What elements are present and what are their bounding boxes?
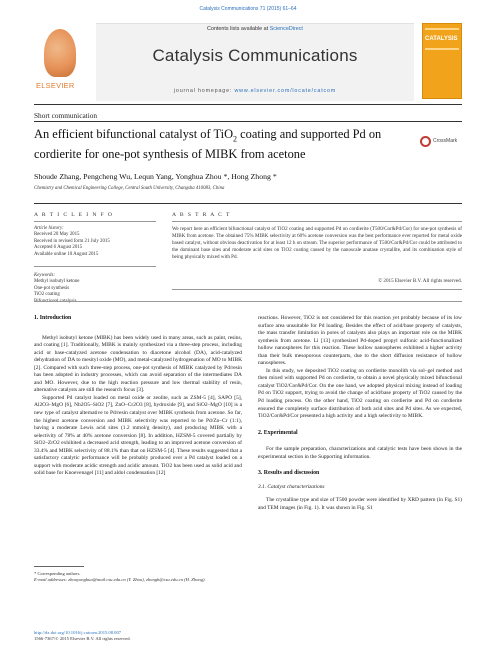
paragraph: For the sample preparation, characterizations and catalytic tests have been shown in the experimental section in the Supporting information.: [258, 446, 462, 460]
paragraph: reactions. However, TiO2 is not considered for this reaction yet probably because of its low surface area unsuitable for Pd loading. Besides the effect of acid/base property of catalysts, the mass transfer limitation in pores of catalysts also plays an important role on the MIBK synthesis from acetone. Li [13] synthesized Pd-doped propyl sulfonic acid-functionalized hollow nanospheres for this reaction. These hollow nanospheres exhibited a higher activity than their bulk mesoporous counterparts, due to the short diffusion resistance of hollow nanospheres.: [258, 315, 462, 367]
affiliation: Chemistry and Chemical Engineering College, Central South University, Changsha 410083, China: [34, 186, 225, 191]
title-divider: [34, 121, 462, 122]
article-info-heading: A R T I C L E I N F O: [34, 212, 114, 218]
abstract-heading: A B S T R A C T: [172, 212, 231, 218]
abstract-bottom-divider: [172, 289, 462, 290]
abstract-text: We report here an efficient bifunctional catalyst of TiO2 coating and supported Pd on cordierite (T500/Cor&Pd/Cor) for one-pot synthesis of MIBK from acetone. The obtained 75% MIBK selectivity at 60% acetone conversion was the best performance ever reported for metal oxide based catalyst, without obvious deactivation for at least 12 h on stream. The superior performance of T500/Cor&Pd/Cor could be attributed to the dominant base sites and moderate acid sites on TiO2 coating caused by the nanoscale anatase crystallite, and its combination style of being physically mixed with Pd.: [172, 226, 462, 260]
doi-block: [34, 630, 131, 642]
paragraph: Methyl isobutyl ketone (MIBK) has been widely used in many areas, such as paint, resins, and coating [1]. Traditionally, MIBK is mainly synthesized via a three-step process, including acid or base-catalyzed acetone condensation to diacetone alcohol (DA), acid-catalyzed dehydration of DA to mesityl oxide (MO), and metal-catalyzed hydrogenation of MO to MIBK [2]. Compared with such three-step process, one-pot synthesis of MIBK catalyzed by Pd/resin has been adopted in industry processes, which can avoid separation of the intermediates DA and MO. However, due to the high reaction pressure and low thermal stability of resin, alternative catalysts are still the research focus [3].: [34, 334, 242, 394]
cover-stripe: [425, 28, 459, 30]
author-list: Shoude Zhang, Pengcheng Wu, Lequn Yang, Yonghua Zhou *, Hong Zhong *: [34, 172, 277, 181]
history-item: Received in revised form 21 July 2015: [34, 238, 110, 244]
elsevier-tree-icon: [44, 29, 76, 77]
history-item: Available online 10 August 2015: [34, 251, 99, 257]
abstract-divider: [172, 221, 462, 222]
info-divider: [34, 221, 156, 222]
journal-banner: [34, 23, 462, 101]
history-item: Accepted 6 August 2015: [34, 245, 83, 251]
doi-link[interactable]: http://dx.doi.org/10.1016/j.catcom.2015.08.007: [34, 630, 122, 635]
journal-homepage: [96, 88, 414, 94]
corresponding-note: * Corresponding authors.: [34, 571, 81, 576]
keyword: One-pot synthesis: [34, 285, 70, 291]
sciencedirect-link[interactable]: ScienceDirect: [269, 26, 303, 32]
contents-prefix: Contents lists available at: [207, 26, 270, 32]
title-part-1: An efficient bifunctional catalyst of TiO: [34, 127, 234, 141]
body-column-left: [34, 315, 242, 478]
crossmark-label: CrossMark: [433, 138, 458, 145]
crossmark-badge[interactable]: [420, 132, 462, 150]
article-info: [34, 226, 156, 305]
history-item: Received 20 May 2015: [34, 232, 80, 238]
crossmark-icon: [420, 136, 431, 147]
homepage-prefix: journal homepage:: [173, 88, 235, 94]
body-top-divider: [34, 301, 462, 302]
cover-stripe: [425, 48, 459, 50]
section-heading-introduction: 1. Introduction: [34, 315, 72, 321]
keywords-divider: [34, 266, 156, 267]
email-note: E-mail addresses: zhouyonghua@mail.csu.edu.cn (Y. Zhou), zhongh@csu.edu.cn (H. Zhong).: [34, 577, 206, 582]
journal-title: Catalysis Communications: [152, 46, 358, 65]
keywords-label: Keywords:: [34, 273, 56, 279]
keyword: Methyl isobutyl ketone: [34, 279, 80, 285]
section-heading-results: 3. Results and discussion: [258, 470, 320, 477]
header-divider: [34, 104, 462, 105]
info-top-divider: [34, 203, 462, 204]
footnote-rule: [34, 566, 84, 567]
journal-citation: Catalysis Communications 71 (2015) 61–64: [199, 6, 297, 12]
cover-title: CATALYSIS: [425, 36, 458, 42]
paragraph: Supported Pd catalyst loaded on metal oxide or zeolite, such as ZSM-5 [4], SAPO [5], Al2O3–MgO [6], Nb2O5–SiO2 [7], ZnO–Cr2O3 [8], hydroxide [9], and SiO2–MgO [10] is a new type of catalyst alternative to Pd/resin catalyst over MIBK synthesis from acetone. So far, the highest acetone conversion and MIBK selectivity was reported to be Pd/Zn–Cr (1:1), having a moderate Lewis acid sites (1.2 mmol/g density), and producing MIBK with a selectivity of 78% at 40% acetone conversion [8]. In addition, HZSM-5 covered partially by SiO2–ZrO2 exhibited a decreased acid strength, leading to an improved acetone conversion of 33.4% and MIBK selectivity of 88.1% than that on HZSM-5 [4]. These results suggested that a satisfactory catalytic performance will be probably produced over a Pd catalyst loaded on a support with moderate acidic strength and acidic amount. TiO2 has been used as solid acid and solid base for Knoevenagel [11] and aldol condensation [12]: [34, 394, 242, 477]
elsevier-logo[interactable]: [34, 25, 84, 95]
article-title: [34, 127, 406, 161]
contents-line: [96, 26, 414, 32]
journal-masthead: [96, 23, 414, 101]
subsection-heading: 3.1. Catalyst characterizations: [258, 483, 325, 490]
issn-line: 1566-7367/© 2015 Elsevier B.V. All rights reserved.: [34, 636, 131, 641]
title-subscript: 2: [233, 134, 238, 144]
title-part-2: coating and supported Pd on cordierite for one-pot synthesis of MIBK from acetone: [34, 127, 382, 161]
journal-cover-thumbnail[interactable]: [422, 23, 462, 99]
elsevier-wordmark: ELSEVIER: [36, 81, 75, 90]
footnotes: [34, 566, 242, 583]
paragraph: The crystalline type and size of T500 powder were identified by XRD pattern (in Fig. S1) and TEM images (in Fig. 1). It was shown in Fig. S1: [258, 497, 462, 511]
paragraph: In this study, we deposited TiO2 coating on cordierite monolith via sol–gel method and then mixed with supported Pd on cordierite, to obtain a novel physically mixed bifunctional catalyst TiO2/Cor&Pd/Cor. On the one hand, we adopted physical mixing instead of loading Pd on TiO2 support, trying to avoid the change of acid/base property of TiO2 caused by the Pd loading process. On the other hand, TiO2 coating on cordierite and Pd on cordierite ensured the completely surface distribution of both acid sites and Pd sites. As we expected, TiO2/Cor&Pd/Cor presented a high activity and a high selectivity to MIBK.: [258, 367, 462, 420]
keyword: TiO2 coating: [34, 292, 60, 298]
history-label: Article history:: [34, 226, 64, 231]
article-type: Short communication: [34, 111, 98, 120]
abstract-copyright: © 2015 Elsevier B.V. All rights reserved.: [378, 278, 462, 284]
section-heading-experimental: 2. Experimental: [258, 429, 298, 436]
body-column-right: [258, 315, 462, 512]
homepage-link[interactable]: www.elsevier.com/locate/catcom: [234, 88, 337, 94]
